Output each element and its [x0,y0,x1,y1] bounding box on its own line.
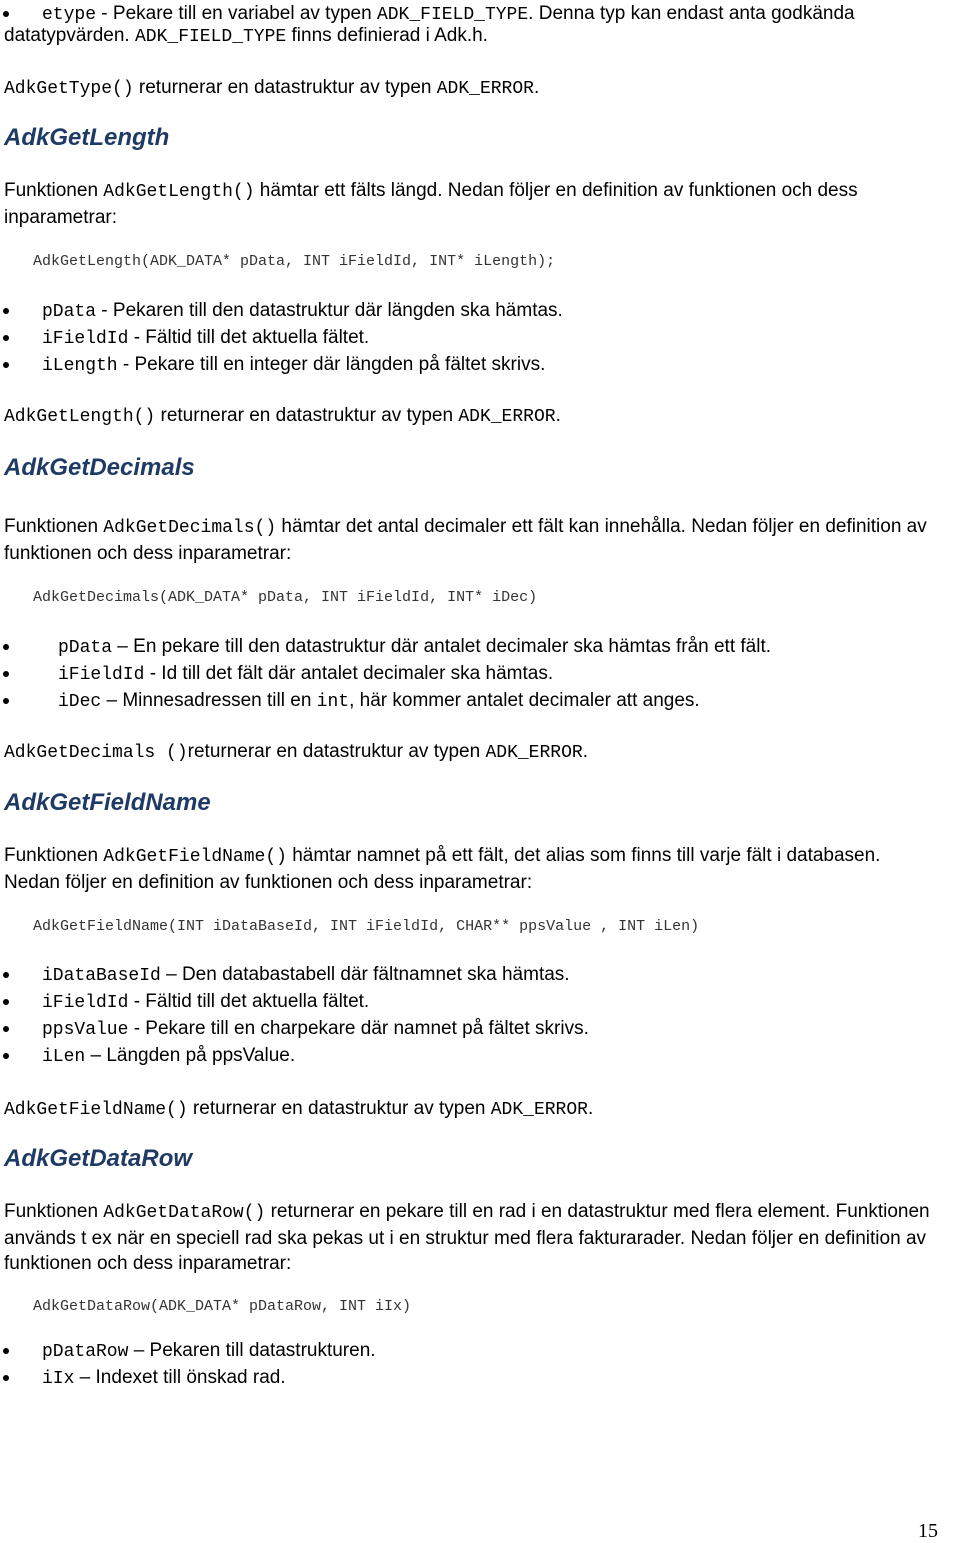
adkgetfieldname-intro: Funktionen AdkGetFieldName() hämtar namnet på ett fält, det alias som finns till varje fält i databasen. Nedan följer en definition av funktionen och dess inparametrar: [4,845,881,893]
adkgetlength-return-text: AdkGetLength() returnerar en datastruktur av typen ADK_ERROR. [4,405,561,427]
page-number: 15 [918,1520,938,1542]
adkgetdatarow-params [0,1337,940,1391]
list-item: iDataBaseId – Den databastabell där fältnamnet ska hämtas. [0,961,940,988]
list-item: iLength - Pekare till en integer där längden på fältet skrivs. [0,351,940,378]
heading-adkgetdatarow: AdkGetDataRow [4,1145,193,1172]
list-item: pDataRow – Pekaren till datastrukturen. [0,1337,940,1364]
adkgetlength-params [0,297,940,378]
adkgetdecimals-intro: Funktionen AdkGetDecimals() hämtar det antal decimaler ett fält kan innehålla. Nedan följer en definition av funktionen och dess inparametrar: [4,516,927,564]
adkgetlength-signature: AdkGetLength(ADK_DATA* pData, INT iFieldId, INT* iLength); [33,253,556,270]
adkgetfieldname-return-text: AdkGetFieldName() returnerar en datastruktur av typen ADK_ERROR. [4,1098,594,1120]
list-item: pData – En pekare till den datastruktur där antalet decimaler ska hämtas från ett fält. [0,633,940,660]
adkgetdecimals-return-text: AdkGetDecimals ()returnerar en datastruktur av typen ADK_ERROR. [4,741,588,763]
list-item: ppsValue - Pekare till en charpekare där namnet på fältet skrivs. [0,1015,940,1042]
adkgetdatarow-intro: Funktionen AdkGetDataRow() returnerar en pekare till en rad i en datastruktur med flera element. Funktionen används t ex när en speciell rad ska pekas ut i en struktur med flera fakturarader. Nedan följer en definition av funktionen och dess inparametrar: [4,1201,930,1274]
list-item: iDec – Minnesadressen till en int, här kommer antalet decimaler att anges. [0,687,940,714]
heading-adkgetfieldname: AdkGetFieldName [4,789,211,816]
etype-continuation: datatypvärden. ADK_FIELD_TYPE finns definierad i Adk.h. [4,25,488,47]
adkgetlength-intro: Funktionen AdkGetLength() hämtar ett fälts längd. Nedan följer en definition av funktionen och dess inparametrar: [4,180,858,228]
list-item: iIx – Indexet till önskad rad. [0,1364,940,1391]
adkgetdatarow-signature: AdkGetDataRow(ADK_DATA* pDataRow, INT iIx) [33,1298,412,1315]
adkgetfieldname-params [0,961,940,1069]
heading-adkgetlength: AdkGetLength [4,124,170,151]
list-item: iLen – Längden på ppsValue. [0,1042,940,1069]
adkgetdecimals-signature: AdkGetDecimals(ADK_DATA* pData, INT iFieldId, INT* iDec) [33,589,538,606]
heading-adkgetdecimals: AdkGetDecimals [4,454,195,481]
list-item: etype - Pekare till en variabel av typen ADK_FIELD_TYPE. Denna typ kan endast anta godkända [0,0,940,27]
adkgetfieldname-signature: AdkGetFieldName(INT iDataBaseId, INT iFieldId, CHAR** ppsValue , INT iLen) [33,918,700,935]
adkgetdecimals-params [0,633,940,714]
list-item: iFieldId - Fältid till det aktuella fältet. [0,324,940,351]
gettype-return-text: AdkGetType() returnerar en datastruktur av typen ADK_ERROR. [4,77,540,99]
list-item: iFieldId - Fältid till det aktuella fältet. [0,988,940,1015]
list-item: iFieldId - Id till det fält där antalet decimaler ska hämtas. [0,660,940,687]
list-item: pData - Pekaren till den datastruktur där längden ska hämtas. [0,297,940,324]
